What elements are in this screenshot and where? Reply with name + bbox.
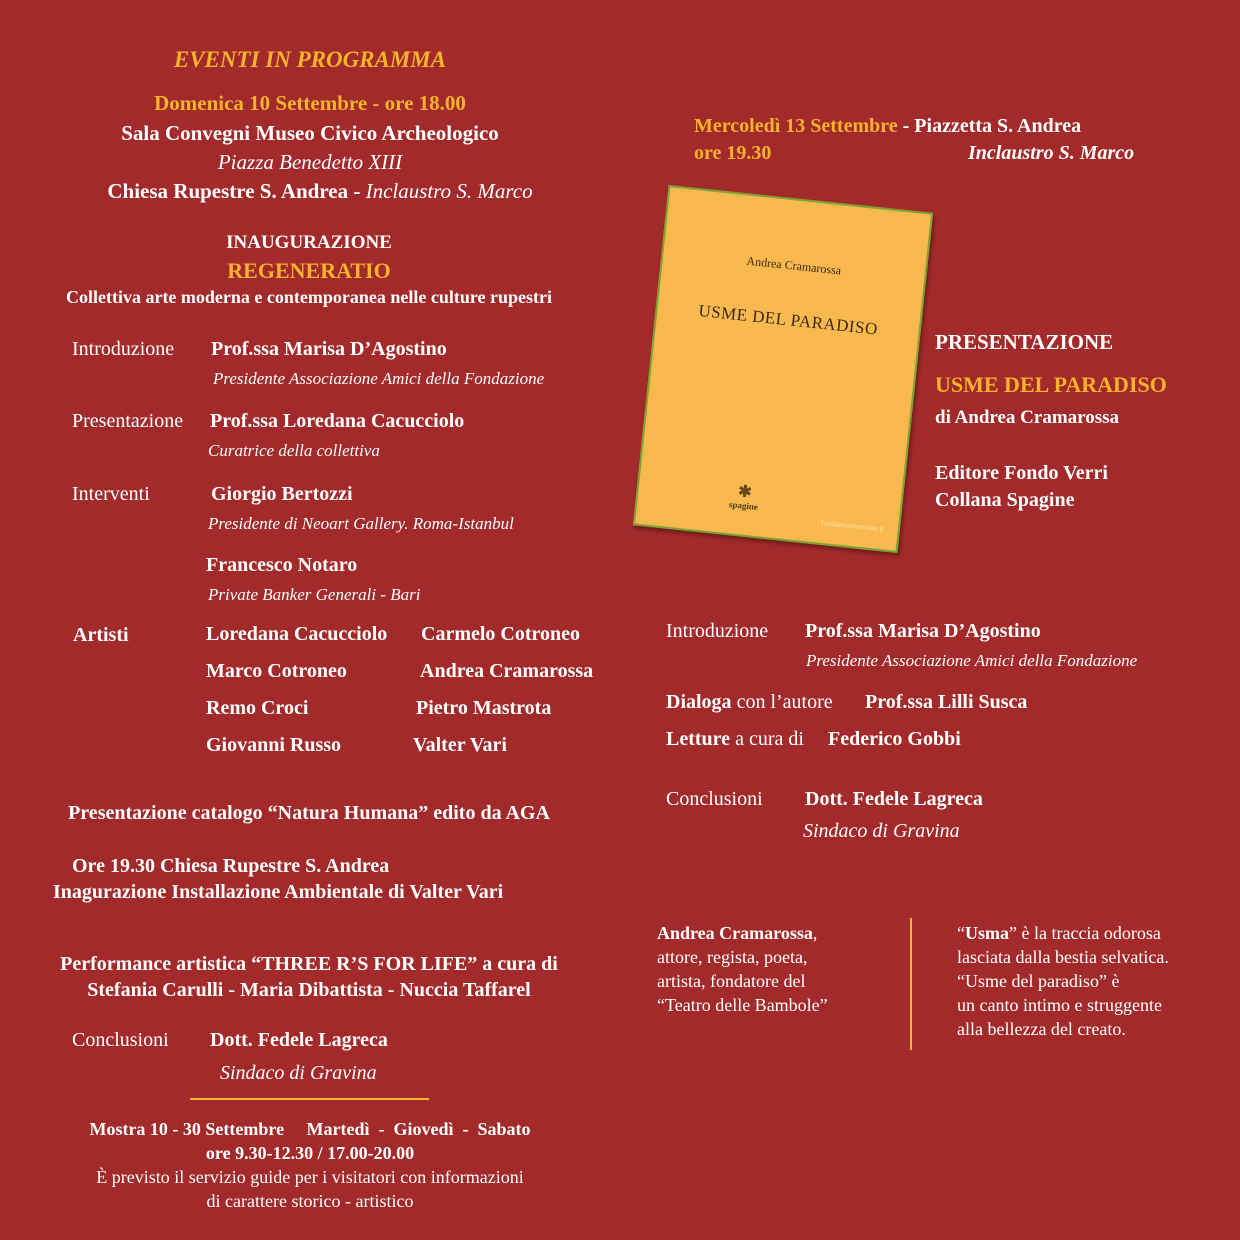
conclusions-name: Dott. Fedele Lagreca (210, 1029, 388, 1051)
r-conclusions-role: Sindaco di Gravina (803, 820, 960, 842)
interventions-label: Interventi (72, 483, 150, 505)
bio-name: Andrea Cramarossa (657, 923, 813, 943)
book-publisher: Editore Fondo Verri (935, 462, 1108, 484)
catalog-presentation: Presentazione catalogo “Natura Humana” edito da AGA (68, 802, 550, 824)
venue2-cloister: Inclaustro S. Marco (365, 179, 533, 203)
event1-date: Domenica 10 Settembre - ore 18.00 (154, 91, 466, 115)
event2-date (694, 115, 1081, 138)
readings-label: Letture (666, 728, 731, 750)
installation-title: Inagurazione Installazione Ambientale di Valter Vari (53, 881, 504, 903)
bio-line: artista, fondatore del (657, 971, 806, 991)
usma-open-quote: “ (957, 923, 965, 943)
divider-line (190, 1098, 429, 1100)
flower-icon: ✱ (737, 483, 753, 502)
event2-cloister: Inclaustro S. Marco (968, 142, 1135, 164)
book-cover-title: USME DEL PARADISO (697, 300, 879, 339)
book-cover-url: fondazioneveritas.it (820, 517, 885, 534)
r-conclusions-label: Conclusioni (666, 788, 763, 810)
book-cover-author: Andrea Cramarossa (745, 253, 842, 278)
artist-name: Andrea Cramarossa (420, 660, 594, 682)
usma-line: alla bellezza del creato. (957, 1019, 1126, 1039)
inauguration-label: INAUGURAZIONE (226, 232, 392, 253)
r-intro-label: Introduzione (666, 620, 769, 642)
event2-time: ore 19.30 (694, 142, 772, 164)
event2-date-day: Mercoledì 13 Settembre (694, 115, 898, 137)
intervention1-name: Giorgio Bertozzi (211, 483, 353, 505)
performance-title: Performance artistica “THREE R’S FOR LIFE” a cura di (60, 953, 558, 975)
r-conclusions-name: Dott. Fedele Lagreca (805, 788, 983, 810)
artist-name: Valter Vari (413, 734, 507, 756)
venue2-church: Chiesa Rupestre S. Andrea - (107, 179, 361, 203)
book-series: Collana Spagine (935, 489, 1075, 511)
bio-line: attore, regista, poeta, (657, 947, 808, 967)
author-bio (657, 921, 828, 1017)
artist-name: Carmelo Cotroneo (421, 623, 581, 645)
publisher-logo-text: spagine (728, 499, 759, 513)
artist-name: Marco Cotroneo (206, 660, 347, 682)
installation-time: Ore 19.30 Chiesa Rupestre S. Andrea (72, 855, 390, 877)
r-intro-name: Prof.ssa Marisa D’Agostino (805, 620, 1041, 642)
r-intro-role: Presidente Associazione Amici della Fondazione (806, 651, 1138, 670)
dialogue-label: Dialoga (666, 691, 732, 713)
performance-artists: Stefania Carulli - Maria Dibattista - Nuccia Taffarel (87, 979, 531, 1001)
exhibition-subtitle: Collettiva arte moderna e contemporanea nelle culture rupestri (65, 287, 553, 307)
exhibition-dates: Mostra 10 - 30 Settembre Martedì - Giovedì - Sabato (89, 1119, 531, 1139)
artist-name: Pietro Mastrota (416, 697, 552, 719)
publisher-logo (723, 483, 765, 513)
usma-line: un canto intimo e struggente (957, 995, 1162, 1015)
vertical-divider (910, 918, 912, 1050)
dialogue-label-rest: con l’autore (731, 691, 833, 713)
presentation-role: Curatrice della collettiva (208, 441, 380, 460)
book-cover (633, 185, 933, 553)
presentation-name: Prof.ssa Loredana Cacucciolo (210, 410, 465, 432)
usma-line: “Usme del paradiso” è (957, 971, 1120, 991)
artists-label: Artisti (73, 624, 129, 646)
dialogue-line (666, 691, 833, 714)
exhibition-title: REGENERATIO (227, 258, 391, 283)
usma-rest: ” è la traccia odorosa (1009, 923, 1161, 943)
presentation-label: Presentazione (72, 410, 184, 432)
book-title: USME DEL PARADISO (935, 372, 1167, 397)
presentation-heading: PRESENTAZIONE (935, 330, 1114, 354)
event1-venue2 (0, 179, 640, 204)
intro-label: Introduzione (72, 338, 175, 360)
conclusions-label: Conclusioni (72, 1029, 169, 1051)
intervention2-role: Private Banker Generali - Bari (208, 585, 421, 604)
intro-role: Presidente Associazione Amici della Fondazione (213, 369, 545, 388)
intro-name: Prof.ssa Marisa D’Agostino (211, 338, 447, 360)
event1-venue: Sala Convegni Museo Civico Archeologico (121, 121, 499, 145)
usma-word: Usma (965, 923, 1009, 943)
artist-name: Loredana Cacucciolo (206, 623, 388, 645)
bio-line: “Teatro delle Bambole” (657, 995, 828, 1015)
event2-venue: - Piazzetta S. Andrea (897, 115, 1082, 137)
usma-line: lasciata dalla bestia selvatica. (957, 947, 1169, 967)
exhibition-hours: ore 9.30-12.30 / 17.00-20.00 (205, 1143, 415, 1163)
guide-info: È previsto il servizio guide per i visitatori con informazioni (96, 1167, 524, 1187)
guide-info-cont: di carattere storico - artistico (206, 1191, 414, 1211)
readings-label-rest: a cura di (730, 728, 804, 750)
usma-note (957, 921, 1169, 1041)
dialogue-name: Prof.ssa Lilli Susca (865, 691, 1028, 713)
intervention2-name: Francesco Notaro (206, 554, 358, 576)
readings-name: Federico Gobbi (828, 728, 961, 750)
intervention1-role: Presidente di Neoart Gallery. Roma-Istanbul (208, 514, 514, 533)
artist-name: Remo Croci (206, 697, 309, 719)
bio-comma: , (812, 923, 818, 943)
event1-venue-address: Piazza Benedetto XIII (217, 150, 403, 174)
readings-line (666, 728, 804, 751)
artist-name: Giovanni Russo (206, 734, 342, 756)
book-author: di Andrea Cramarossa (935, 407, 1120, 428)
program-heading: EVENTI IN PROGRAMMA (173, 47, 447, 72)
conclusions-role: Sindaco di Gravina (220, 1062, 377, 1084)
